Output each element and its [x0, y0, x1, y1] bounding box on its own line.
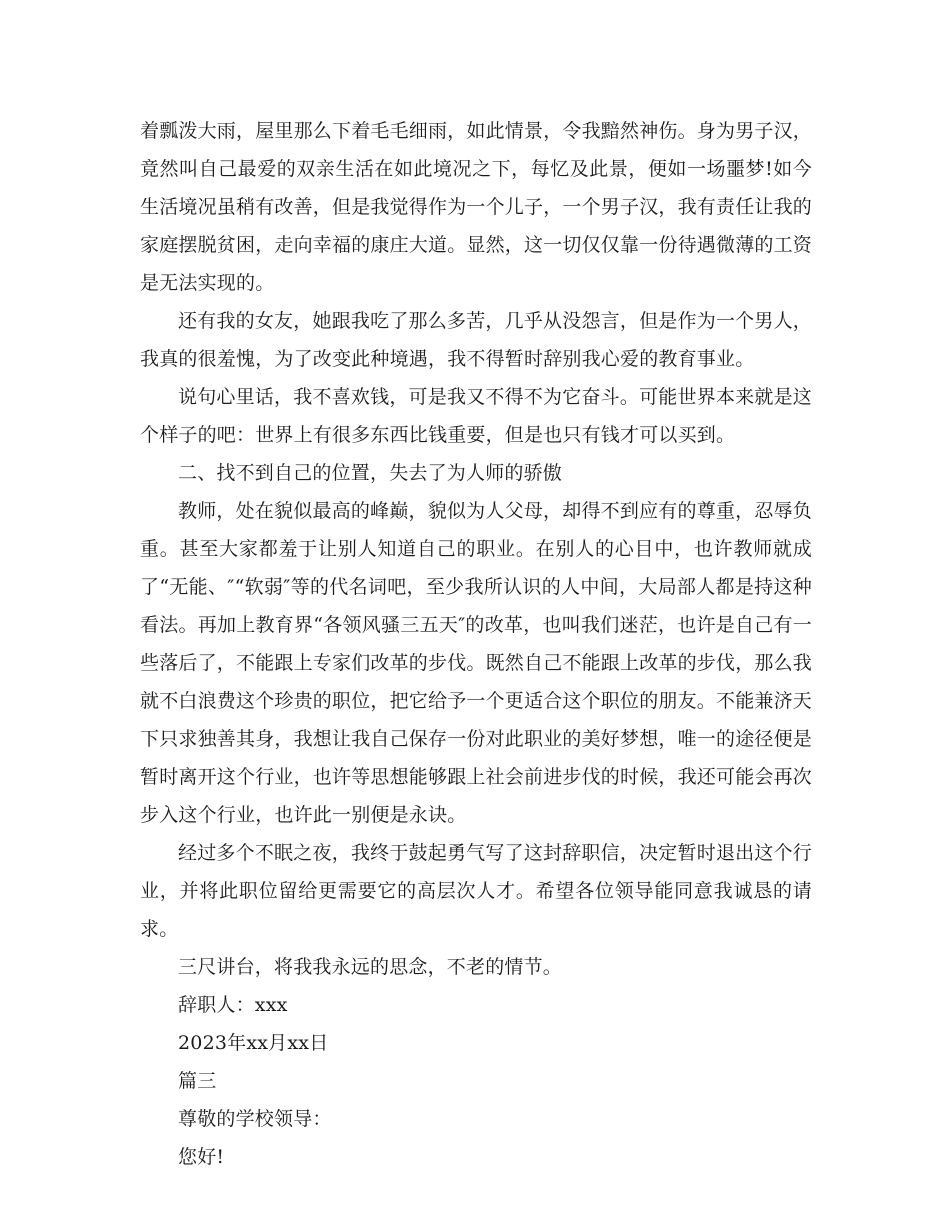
section-title: 篇三 [178, 1070, 217, 1092]
document-body [140, 112, 812, 1176]
paragraph-3: 说句心里话，我不喜欢钱，可是我又不得不为它奋斗。可能世界本来就是这个样子的吧：世界上有很多东西比钱重要，但是也只有钱才可以买到。 [140, 386, 812, 446]
paragraph-2: 还有我的女友，她跟我吃了那么多苦，几乎从没怨言，但是作为一个男人，我真的很羞愧，为了改变此种境遇，我不得暂时辞别我心爱的教育事业。 [140, 310, 812, 370]
signature-line: 辞职人：xxx [178, 994, 288, 1016]
paragraph-5: 教师，处在貌似最高的峰巅，貌似为人父母，却得不到应有的尊重，忍辱负重。甚至大家都羞于让别人知道自己的职业。在别人的心目中，也许教师就成了“无能、″“软弱″等的代名词吧，至少我所认识的人中间，大局部人都是持这种看法。再加上教育界“各领风骚三五天″的改革，也叫我们迷茫，也许是自己有一些落后了，不能跟上专家们改革的步伐。既然自己不能跟上改革的步伐，那么我就不白浪费这个珍贵的职位，把它给予一个更适合这个职位的朋友。不能兼济天下只求独善其身，我想让我自己保存一份对此职业的美好梦想，唯一的途径便是暂时离开这个行业，也许等思想能够跟上社会前进步伐的时候，我还可能会再次步入这个行业，也许此一别便是永诀。 [140, 500, 813, 826]
paragraph-1: 着瓢泼大雨，屋里那么下着毛毛细雨，如此情景，令我黯然神伤。身为男子汉，竟然叫自己最爱的双亲生活在如此境况之下，每忆及此景，便如一场噩梦!如今生活境况虽稍有改善，但是我觉得作为一个儿子，一个男子汉，我有责任让我的家庭摆脱贫困，走向幸福的康庄大道。显然，这一切仅仅靠一份待遇微薄的工资是无法实现的。 [140, 120, 813, 294]
paragraph-7: 三尺讲台，将我我永远的思念，不老的情节。 [178, 956, 563, 978]
greeting: 您好! [178, 1146, 225, 1168]
section-heading: 二、找不到自己的位置，失去了为人师的骄傲 [178, 462, 563, 484]
paragraph-6: 经过多个不眠之夜，我终于鼓起勇气写了这封辞职信，决定暂时退出这个行业，并将此职位留给更需要它的高层次人才。希望各位领导能同意我诚恳的请求。 [140, 842, 812, 940]
salutation: 尊敬的学校领导： [178, 1108, 332, 1130]
date-line: 2023年xx月xx日 [178, 1032, 329, 1054]
